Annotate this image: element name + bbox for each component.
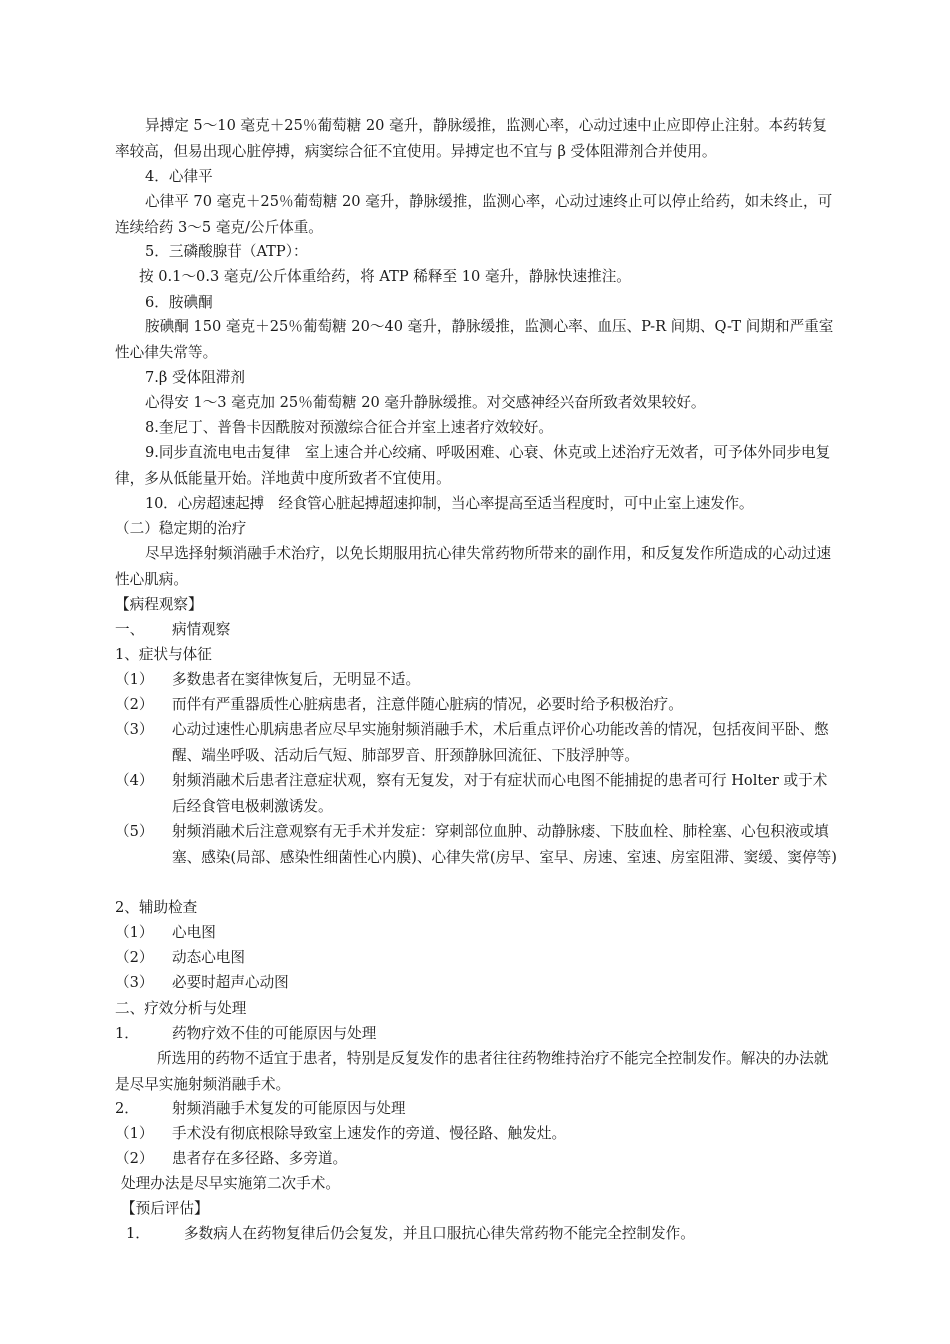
list-item <box>115 692 840 718</box>
list-item-text: 必要时超声心动图 <box>172 974 289 991</box>
list-item-number: （3） <box>115 721 154 738</box>
heading-atp: 5．三磷酸腺苷（ATP）： <box>145 243 308 260</box>
heading-amiodarone: 6．胺碘酮 <box>145 294 213 311</box>
paragraph-cardioversion: 9.同步直流电电击复律 室上速合并心绞痛、呼吸困难、心衰、休克或上述治疗无效者，可予体外同步电复律，多从低能量开始。洋地黄中度所致者不宜使用。 <box>115 444 831 487</box>
list-item <box>115 717 840 768</box>
heading-stable-phase: （二）稳定期的治疗 <box>115 520 247 537</box>
list-item-text: 心动过速性心肌病患者应尽早实施射频消融手术，术后重点评价心功能改善的情况，包括夜间平卧、憋醒、端坐呼吸、活动后气短、肺部罗音、肝颈静脉回流征、下肢浮肿等。 <box>172 721 829 764</box>
list-item-number: （1） <box>115 924 154 941</box>
heading-beta-blocker: 7.β 受体阻滞剂 <box>145 369 245 386</box>
heading-drug-efficacy: 药物疗效不佳的可能原因与处理 <box>172 1025 377 1042</box>
heading-ablation-recurrence: 射频消融手术复发的可能原因与处理 <box>172 1100 406 1117</box>
list-item-number: （1） <box>115 671 154 688</box>
paragraph-atp: 按 0.1～0.3 毫克/公斤体重给药，将 ATP 稀释至 10 毫升，静脉快速推注。 <box>139 268 631 285</box>
heading-propafenone: 4．心律平 <box>145 168 213 185</box>
subheading-auxiliary-exams: 2、辅助检查 <box>115 899 198 916</box>
list-item-text: 心电图 <box>172 924 216 941</box>
list-item-number: （2） <box>115 1150 154 1167</box>
paragraph-amiodarone: 胺碘酮 150 毫克＋25％葡萄糖 20～40 毫升，静脉缓推，监测心率、血压、P-R 间期、Q-T 间期和严重室性心律失常等。 <box>115 318 834 361</box>
list-item-text: 射频消融术后注意观察有无手术并发症：穿刺部位血肿、动静脉瘘、下肢血栓、肺栓塞、心包积液或填塞、感染(局部、感染性细菌性心内膜)、心律失常(房早、室早、房速、室速、房室阻滞、窦缓、窦停等) <box>172 823 837 866</box>
list-item <box>115 945 840 971</box>
heading-efficacy-analysis: 二、疗效分析与处理 <box>115 1000 247 1017</box>
heading-condition-observation: 病情观察 <box>172 621 231 638</box>
heading-drug-efficacy-number: 1． <box>115 1025 139 1042</box>
list-item <box>115 667 840 693</box>
list-item-number: （2） <box>115 696 154 713</box>
subheading-symptoms: 1、症状与体征 <box>115 646 212 663</box>
section-title-observation: 【病程观察】 <box>115 596 203 613</box>
paragraph-drug-efficacy: 所选用的药物不适宜于患者，特别是反复发作的患者往往药物维持治疗不能完全控制发作。解决的办法就是尽早实施射频消融手术。 <box>115 1050 829 1093</box>
list-item-text: 射频消融术后患者注意症状观，察有无复发，对于有症状而心电图不能捕捉的患者可行 Holter 或于术后经食管电极刺激诱发。 <box>172 772 828 815</box>
paragraph-beta-blocker: 心得安 1～3 毫克加 25％葡萄糖 20 毫升静脉缓推。对交感神经兴奋所致者效果较好。 <box>145 394 706 411</box>
list-item <box>115 768 840 819</box>
paragraph-propafenone: 心律平 70 毫克＋25％葡萄糖 20 毫升，静脉缓推，监测心率，心动过速终止可以停止给药，如未终止，可连续给药 3～5 毫克/公斤体重。 <box>115 193 833 236</box>
paragraph-verapamil: 异搏定 5～10 毫克＋25％葡萄糖 20 毫升，静脉缓推，监测心率，心动过速中止应即停止注射。本药转复率较高，但易出现心脏停搏，病窦综合征不宜使用。异搏定也不宜与 β 受体阻滞剂合并使用。 <box>115 117 827 160</box>
paragraph-atrial-pacing: 10．心房超速起搏 经食管心脏起搏超速抑制，当心率提高至适当程度时，可中止室上速发作。 <box>145 495 754 512</box>
list-item-text: 多数患者在窦律恢复后，无明显不适。 <box>172 671 421 688</box>
list-item-text: 患者存在多径路、多旁道。 <box>172 1150 348 1167</box>
list-item <box>115 920 840 946</box>
list-item <box>115 970 840 996</box>
list-item <box>115 819 840 870</box>
list-item-number: （1） <box>115 1125 154 1142</box>
list-item-text: 而伴有严重器质性心脏病患者，注意伴随心脏病的情况，必要时给予积极治疗。 <box>172 696 683 713</box>
list-item-number: （2） <box>115 949 154 966</box>
list-item-number: （5） <box>115 823 154 840</box>
paragraph-stable-phase: 尽早选择射频消融手术治疗，以免长期服用抗心律失常药物所带来的副作用，和反复发作所造成的心动过速性心肌病。 <box>115 545 831 588</box>
list-item <box>115 1121 840 1147</box>
prognosis-item-text: 多数病人在药物复律后仍会复发，并且口服抗心律失常药物不能完全控制发作。 <box>184 1225 695 1242</box>
list-item <box>115 1146 840 1172</box>
prognosis-item-number: 1． <box>126 1225 150 1242</box>
paragraph-quinidine: 8.奎尼丁、普鲁卡因酰胺对预激综合征合并室上速者疗效较好。 <box>145 419 553 436</box>
list-item-text: 动态心电图 <box>172 949 245 966</box>
list-item-text: 手术没有彻底根除导致室上速发作的旁道、慢径路、触发灶。 <box>172 1125 567 1142</box>
list-item-number: （3） <box>115 974 154 991</box>
section-title-prognosis: 【预后评估】 <box>121 1200 209 1217</box>
heading-ablation-recurrence-number: 2． <box>115 1100 139 1117</box>
list-item-number: （4） <box>115 772 154 789</box>
paragraph-second-surgery: 处理办法是尽早实施第二次手术。 <box>121 1175 340 1192</box>
heading-condition-observation-number: 一、 <box>115 621 145 638</box>
